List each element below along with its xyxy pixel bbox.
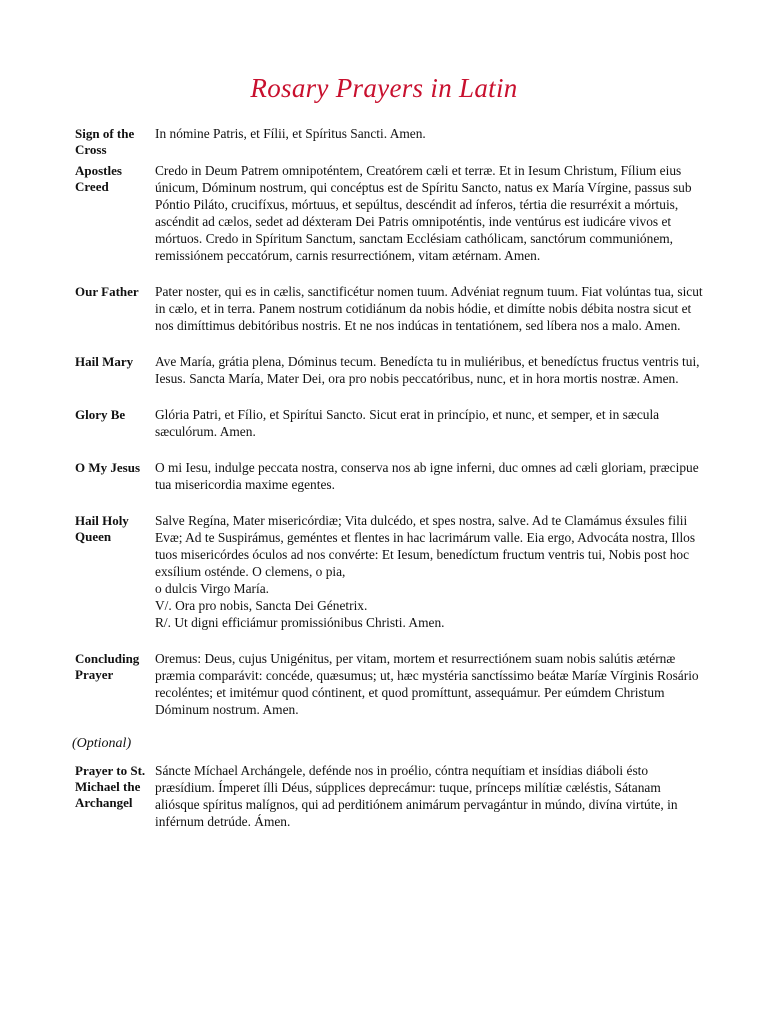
prayer-label: Glory Be [75,407,126,422]
prayer-row-concluding-prayer [75,650,705,718]
optional-note: (Optional) [72,736,132,751]
prayer-text: Sáncte Míchael Archángele, defénde nos in proélio, cóntra nequítiam et insídias diáboli ésto præsídium. Ímperet ílli Déus, súpplices deprecámur: tuque, prínceps milítiæ cæléstis, Sátanam aliósque spíritus malígnos, qui ad perditiónem animárum pervagántur in múndo, divína virtúte, in inférnum detrúde. Ámen. [155,763,678,829]
prayer-text: Credo in Deum Patrem omnipoténtem, Creatórem cæli et terræ. Et in Iesum Christum, Fílium eius únicum, Dóminum nostrum, qui concéptus est de Spíritu Sancto, natus ex María Vírgine, passus sub Póntio Piláto, crucifíxus, mórtuus, et sepúltus, descéndit ad ínferos, tértia die resurréxit a mórtuis, ascéndit ad cælos, sedet ad déxteram Dei Patris omnipoténtis, inde ventúrus est iudicáre vivos et mórtuos. Credo in Spíritum Sanctum, sanctam Ecclésiam cathólicam, sanctórum communiónem, remissiónem peccatórum, carnis resurrectiónem, vitam ætérnam. Amen. [155,163,692,263]
prayer-label: O My Jesus [75,460,140,475]
prayer-row-hail-mary [75,353,705,387]
prayer-text: In nómine Patris, et Fílii, et Spíritus Sancti. Amen. [155,126,426,141]
prayer-text: Pater noster, qui es in cælis, sanctificétur nomen tuum. Advéniat regnum tuum. Fiat volúntas tua, sicut in cælo, et in terra. Panem nostrum cotidiánum da nobis hódie, et dimítte nobis débita nostra sicut et nos dimíttimus debitóribus nostris. Et ne nos indúcas in tentatiónem, sed líbera nos a malo. Amen. [155,284,703,333]
prayer-label: Concluding Prayer [75,651,140,682]
prayer-text: Glória Patri, et Fílio, et Spirítui Sancto. Sicut erat in princípio, et nunc, et semper, et in sæcula sæculórum. Amen. [155,407,660,439]
prayer-row-o-my-jesus [75,459,705,493]
prayer-text: O mi Iesu, indulge peccata nostra, conserva nos ab igne inferni, duc omnes ad cæli gloriam, præcipue tua misericordia maxime egentes. [155,460,699,492]
prayer-label: Hail Mary [75,354,134,369]
prayer-row-our-father [75,283,705,334]
prayer-list [72,125,705,830]
prayer-text: Oremus: Deus, cujus Unigénitus, per vitam, mortem et resurrectiónem suam nobis salútis ætérnæ præmia comparávit: concéde, quæsumus; ut, hæc mystéria sanctíssimo beátæ Maríæ Vírginis Rosário recoléntes; et imitémur quod cóntinent, et quod promíttunt, assequámur. Per eúmdem Christum Dóminum nostrum. Amen. [155,651,699,717]
prayer-row-sign-of-the-cross [75,125,705,158]
prayer-label: Hail Holy Queen [75,513,129,544]
prayer-text: Salve Regína, Mater misericórdiæ; Vita dulcédo, et spes nostra, salve. Ad te Clamámus éxsules filii Evæ; Ad te Suspirámus, geméntes et flentes in hac lacrimárum valle. Eia ergo, Advocáta nostra, Illos tuos misericórdes óculos ad nos convérte: Et Iesum, benedíctum fructum ventris tui, Nobis post hoc exsílium osténde. O clemens, o pia, o dulcis Virgo María. V/. Ora pro nobis, Sancta Dei Génetrix. R/. Ut digni efficiámur promissiónibus Christi. Amen. [155,513,696,630]
prayer-row-hail-holy-queen [75,512,705,631]
prayer-row-st-michael [75,762,705,830]
prayer-row-apostles-creed [75,162,705,264]
prayer-row-glory-be [75,406,705,440]
prayer-label: Our Father [75,284,139,299]
prayer-label: Sign of the Cross [75,126,135,157]
page-title: Rosary Prayers in Latin [250,73,518,103]
prayer-text: Ave María, grátia plena, Dóminus tecum. Benedícta tu in muliéribus, et benedíctus fructus ventris tui, Iesus. Sancta María, Mater Dei, ora pro nobis peccatóribus, nunc, et in hora mortis nostræ. Amen. [155,354,700,386]
prayer-label: Prayer to St. Michael the Archangel [75,763,146,810]
prayer-label: Apostles Creed [75,163,122,194]
